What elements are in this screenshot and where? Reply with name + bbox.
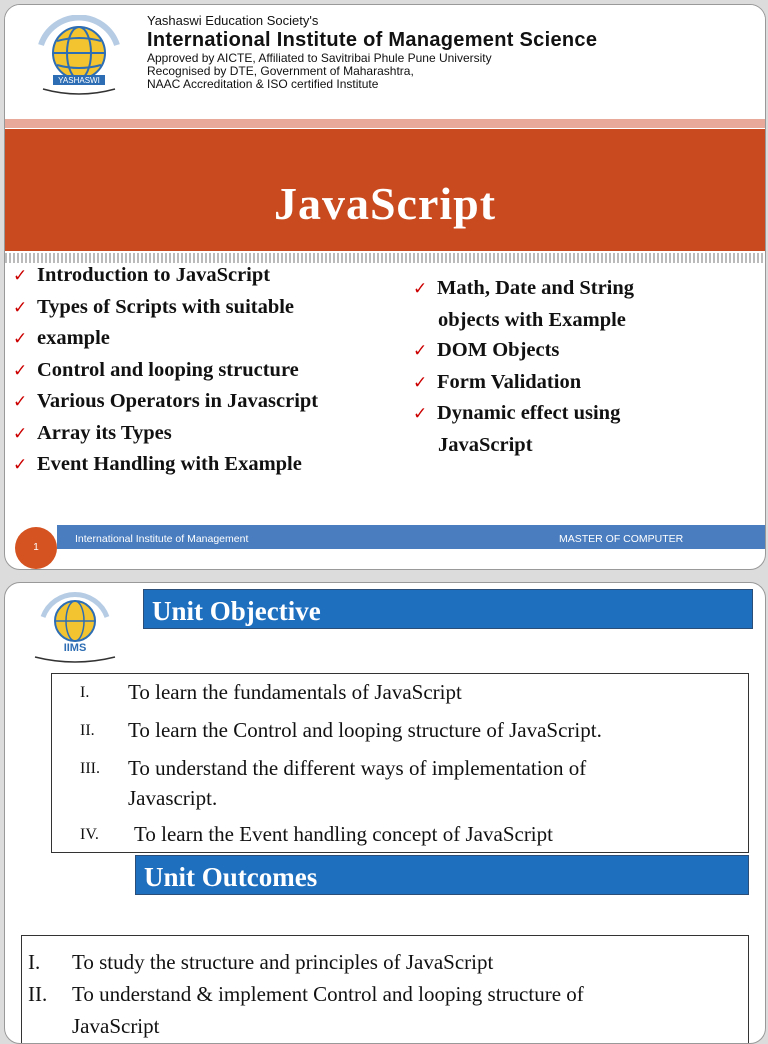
- check-icon: ✓: [413, 341, 428, 361]
- list-item: II. To understand & implement Control and looping structure of: [28, 982, 584, 1006]
- institute-header: [5, 5, 765, 117]
- check-icon: ✓: [13, 392, 28, 412]
- outcomes-box: [21, 935, 749, 1044]
- check-icon: ✓: [413, 404, 428, 424]
- institute-text-block: [147, 13, 597, 91]
- list-item: IV. To learn the Event handling concept of JavaScript: [80, 822, 553, 846]
- page-number: 1: [15, 527, 57, 569]
- recognition-line: Recognised by DTE, Government of Maharashtra,: [147, 64, 414, 78]
- list-item: I. To study the structure and principles of JavaScript: [28, 950, 494, 974]
- globe-logo-icon: [33, 15, 129, 99]
- iims-logo-icon: [19, 591, 131, 667]
- list-item-continuation: JavaScript: [438, 433, 533, 456]
- list-item: ✓ example: [13, 323, 318, 355]
- svg-text:YASHASWI: YASHASWI: [58, 76, 100, 85]
- list-item: ✓ Types of Scripts with suitable: [13, 292, 318, 324]
- check-icon: ✓: [413, 279, 428, 299]
- slide-title: JavaScript: [273, 178, 497, 229]
- list-item: I. To learn the fundamentals of JavaScript: [80, 680, 462, 704]
- check-icon: ✓: [13, 297, 28, 318]
- check-icon: ✓: [13, 455, 28, 475]
- check-icon: ✓: [13, 360, 28, 381]
- unit-objective-header: Unit Objective: [143, 589, 753, 629]
- list-item: ✓ Event Handling with Example: [13, 449, 318, 481]
- list-item: ✓ Form Validation: [413, 367, 634, 399]
- objectives-list: [52, 674, 748, 850]
- list-item: III. To understand the different ways of implementation of: [80, 756, 587, 780]
- footer-program: MASTER OF COMPUTER: [559, 533, 684, 545]
- slide-1: [4, 4, 766, 570]
- list-item-continuation: objects with Example: [438, 308, 626, 331]
- footer-institute: International Institute of Management: [75, 533, 249, 545]
- check-icon: ✓: [413, 372, 428, 393]
- check-icon: ✓: [13, 423, 28, 444]
- list-item-continuation: JavaScript: [72, 1014, 160, 1038]
- list-item: ✓ Various Operators in Javascript: [13, 386, 318, 418]
- divider-pink: [5, 119, 765, 128]
- list-item-continuation: Javascript.: [128, 786, 218, 810]
- list-item: ✓ DOM Objects: [413, 335, 634, 367]
- list-item: ✓ Dynamic effect using: [413, 398, 634, 430]
- list-item: ✓ Array its Types: [13, 418, 318, 450]
- list-item: ✓ Math, Date and String: [413, 273, 634, 305]
- slide-2: [4, 582, 766, 1044]
- check-icon: ✓: [13, 329, 28, 349]
- list-item: ✓ Introduction to JavaScript: [13, 260, 318, 292]
- topic-list-left: [13, 260, 318, 481]
- list-item: ✓ Control and looping structure: [13, 355, 318, 387]
- unit-outcomes-header: Unit Outcomes: [135, 855, 749, 895]
- accreditation-line: NAAC Accreditation & ISO certified Institute: [147, 77, 379, 91]
- society-name: Yashaswi Education Society's: [147, 13, 319, 28]
- svg-text:IIMS: IIMS: [63, 642, 87, 654]
- slide-footer: [57, 525, 765, 549]
- check-icon: ✓: [13, 266, 28, 286]
- approval-line: Approved by AICTE, Affiliated to Savitribai Phule Pune University: [147, 51, 492, 65]
- outcomes-list: [22, 936, 748, 1038]
- objectives-box: [51, 673, 749, 853]
- list-item: II. To learn the Control and looping structure of JavaScript.: [80, 718, 602, 742]
- topic-list-right: [413, 273, 634, 460]
- institute-name: International Institute of Management Science: [147, 29, 598, 51]
